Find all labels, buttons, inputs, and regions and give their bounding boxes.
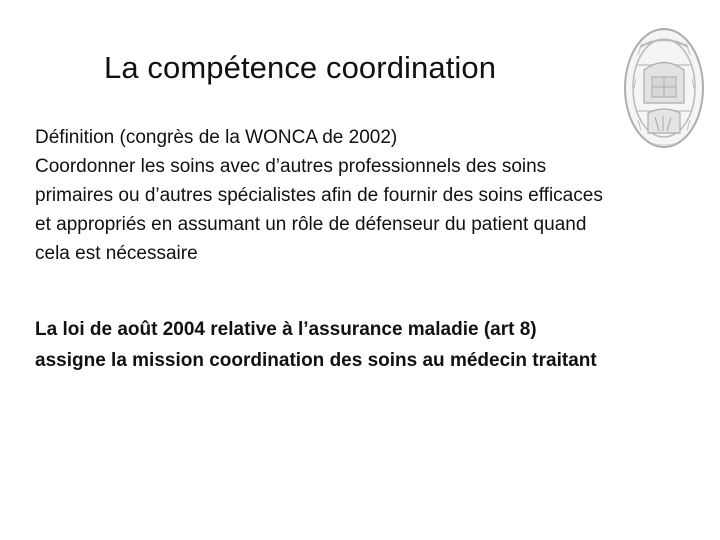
- definition-line: et appropriés en assumant un rôle de défenseur du patient quand: [35, 214, 587, 235]
- definition-line: primaires ou d’autres spécialistes afin de fournir des soins efficaces: [35, 185, 603, 206]
- definition-heading: Définition (congrès de la WONCA de 2002): [35, 127, 398, 148]
- definition-line: Coordonner les soins avec d’autres professionnels des soins: [35, 156, 547, 177]
- definition-block: [35, 123, 697, 268]
- definition-line: cela est nécessaire: [35, 243, 198, 264]
- law-line: assigne la mission coordination des soins au médecin traitant: [35, 350, 597, 371]
- law-block: [35, 314, 697, 376]
- slide-title: La compétence coordination: [104, 50, 497, 85]
- law-line: La loi de août 2004 relative à l’assurance maladie (art 8): [35, 319, 537, 340]
